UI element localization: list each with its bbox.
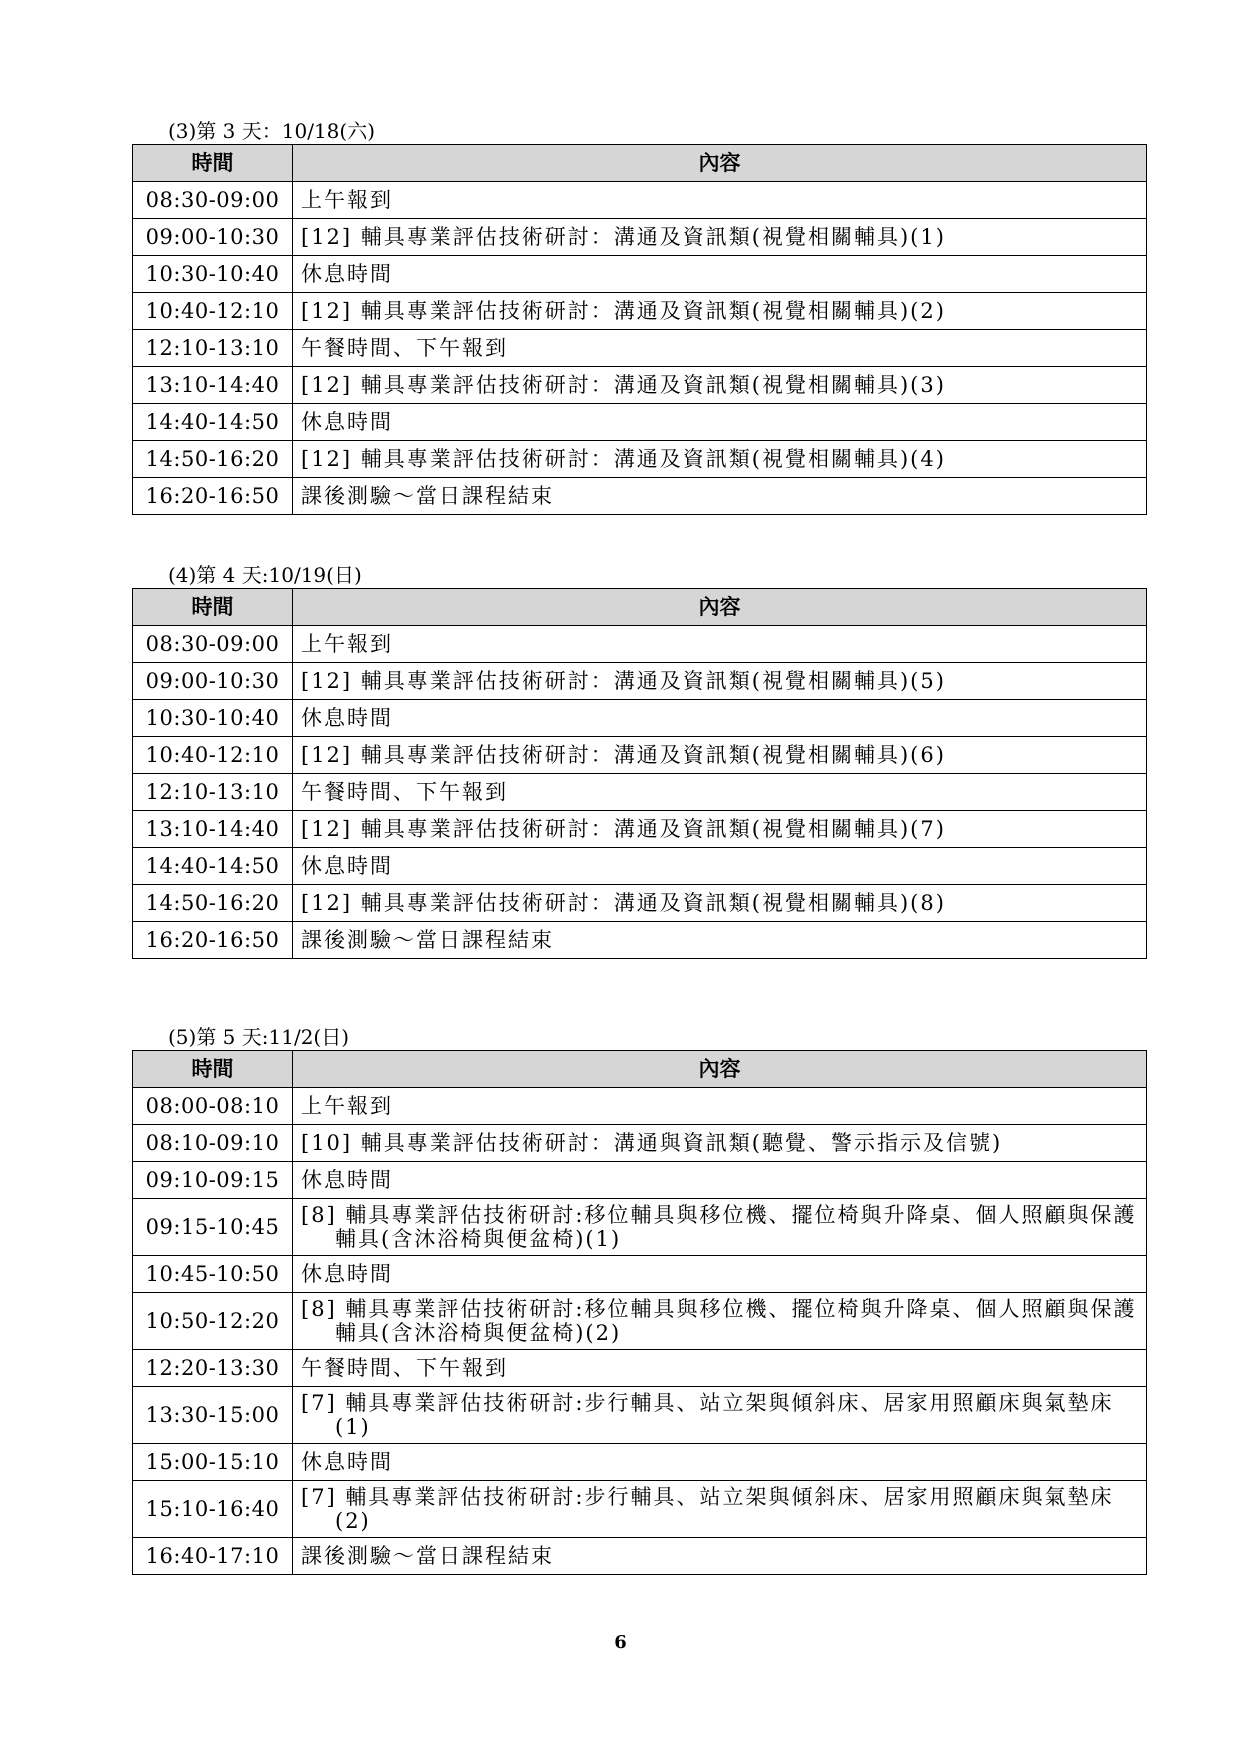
time-cell: 08:30-09:00 [133, 182, 293, 219]
content-cell [293, 1199, 1147, 1256]
table-row [133, 626, 1147, 663]
table-row [133, 1538, 1147, 1575]
content-cell: [12] 輔具專業評估技術研討：溝通及資訊類(視覺相關輔具)(6) [293, 737, 1147, 774]
table-row [133, 1350, 1147, 1387]
content-cell: [12] 輔具專業評估技術研討：溝通及資訊類(視覺相關輔具)(4) [293, 441, 1147, 478]
time-cell: 13:10-14:40 [133, 811, 293, 848]
time-cell: 14:50-16:20 [133, 885, 293, 922]
content-text: [8] 輔具專業評估技術研討:移位輔具與移位機、擺位椅與升降桌、個人照顧與保護輔具(含沐浴椅與便盆椅)(2) [301, 1297, 1137, 1345]
content-cell: 課後測驗～當日課程結束 [293, 478, 1147, 515]
content-cell: 休息時間 [293, 256, 1147, 293]
table-row [133, 922, 1147, 959]
time-cell: 10:30-10:40 [133, 700, 293, 737]
content-header: 內容 [293, 1051, 1147, 1088]
content-header: 內容 [293, 145, 1147, 182]
table-row [133, 1444, 1147, 1481]
time-header: 時間 [133, 1051, 293, 1088]
table-row [133, 182, 1147, 219]
time-cell: 08:00-08:10 [133, 1088, 293, 1125]
table-row [133, 663, 1147, 700]
time-cell: 14:50-16:20 [133, 441, 293, 478]
content-cell: 休息時間 [293, 1162, 1147, 1199]
time-cell: 13:10-14:40 [133, 367, 293, 404]
time-header: 時間 [133, 145, 293, 182]
time-cell: 10:40-12:10 [133, 293, 293, 330]
content-cell: [12] 輔具專業評估技術研討：溝通及資訊類(視覺相關輔具)(7) [293, 811, 1147, 848]
content-cell: 上午報到 [293, 1088, 1147, 1125]
content-cell: 上午報到 [293, 182, 1147, 219]
day5-section [132, 1024, 1146, 1575]
content-cell: 課後測驗～當日課程結束 [293, 1538, 1147, 1575]
content-cell: 休息時間 [293, 848, 1147, 885]
time-cell: 14:40-14:50 [133, 404, 293, 441]
content-cell: 上午報到 [293, 626, 1147, 663]
table-row [133, 478, 1147, 515]
content-cell: [12] 輔具專業評估技術研討：溝通及資訊類(視覺相關輔具)(1) [293, 219, 1147, 256]
time-cell: 09:00-10:30 [133, 663, 293, 700]
content-cell: [12] 輔具專業評估技術研討：溝通及資訊類(視覺相關輔具)(2) [293, 293, 1147, 330]
content-cell: 午餐時間、下午報到 [293, 1350, 1147, 1387]
time-cell: 10:50-12:20 [133, 1293, 293, 1350]
time-cell: 13:30-15:00 [133, 1387, 293, 1444]
time-cell: 08:30-09:00 [133, 626, 293, 663]
content-cell: [10] 輔具專業評估技術研討：溝通與資訊類(聽覺、警示指示及信號) [293, 1125, 1147, 1162]
content-cell [293, 1387, 1147, 1444]
content-header: 內容 [293, 589, 1147, 626]
table-row [133, 811, 1147, 848]
content-cell: 休息時間 [293, 700, 1147, 737]
time-cell: 10:40-12:10 [133, 737, 293, 774]
content-text: [7] 輔具專業評估技術研討:步行輔具、站立架與傾斜床、居家用照顧床與氣墊床(2) [301, 1485, 1114, 1533]
content-cell: 午餐時間、下午報到 [293, 330, 1147, 367]
content-cell: [12] 輔具專業評估技術研討：溝通及資訊類(視覺相關輔具)(5) [293, 663, 1147, 700]
table-row [133, 774, 1147, 811]
time-cell: 15:10-16:40 [133, 1481, 293, 1538]
day3-section [132, 118, 1146, 515]
content-cell: [12] 輔具專業評估技術研討：溝通及資訊類(視覺相關輔具)(8) [293, 885, 1147, 922]
table-row [133, 1387, 1147, 1444]
table-row [133, 737, 1147, 774]
content-cell: 午餐時間、下午報到 [293, 774, 1147, 811]
table-row [133, 1199, 1147, 1256]
table-row [133, 256, 1147, 293]
table-row [133, 330, 1147, 367]
day4-schedule-table [132, 588, 1147, 959]
content-cell: 課後測驗～當日課程結束 [293, 922, 1147, 959]
time-header: 時間 [133, 589, 293, 626]
time-cell: 16:40-17:10 [133, 1538, 293, 1575]
table-row [133, 848, 1147, 885]
table-row [133, 885, 1147, 922]
content-cell [293, 1481, 1147, 1538]
page-number: 6 [614, 1632, 627, 1653]
content-cell: [12] 輔具專業評估技術研討：溝通及資訊類(視覺相關輔具)(3) [293, 367, 1147, 404]
content-cell: 休息時間 [293, 1444, 1147, 1481]
time-cell: 14:40-14:50 [133, 848, 293, 885]
table-row [133, 1162, 1147, 1199]
content-cell [293, 1293, 1147, 1350]
time-cell: 08:10-09:10 [133, 1125, 293, 1162]
time-cell: 16:20-16:50 [133, 478, 293, 515]
table-row [133, 1481, 1147, 1538]
content-cell: 休息時間 [293, 1256, 1147, 1293]
time-cell: 09:00-10:30 [133, 219, 293, 256]
table-row [133, 441, 1147, 478]
time-cell: 12:10-13:10 [133, 330, 293, 367]
day5-schedule-table [132, 1050, 1147, 1575]
table-row [133, 367, 1147, 404]
table-row [133, 1293, 1147, 1350]
day3-schedule-table [132, 144, 1147, 515]
time-cell: 09:15-10:45 [133, 1199, 293, 1256]
day5-title: (5)第 5 天:11/2(日) [168, 1025, 350, 1049]
time-cell: 16:20-16:50 [133, 922, 293, 959]
content-text: [7] 輔具專業評估技術研討:步行輔具、站立架與傾斜床、居家用照顧床與氣墊床(1) [301, 1391, 1114, 1439]
time-cell: 15:00-15:10 [133, 1444, 293, 1481]
table-row [133, 404, 1147, 441]
table-row [133, 1088, 1147, 1125]
content-cell: 休息時間 [293, 404, 1147, 441]
table-row [133, 1256, 1147, 1293]
day4-title: (4)第 4 天:10/19(日) [168, 563, 362, 587]
day4-section [132, 562, 1146, 959]
table-row [133, 1125, 1147, 1162]
table-row [133, 219, 1147, 256]
table-row [133, 293, 1147, 330]
time-cell: 12:20-13:30 [133, 1350, 293, 1387]
time-cell: 12:10-13:10 [133, 774, 293, 811]
table-row [133, 700, 1147, 737]
content-text: [8] 輔具專業評估技術研討:移位輔具與移位機、擺位椅與升降桌、個人照顧與保護輔具(含沐浴椅與便盆椅)(1) [301, 1203, 1137, 1251]
time-cell: 10:45-10:50 [133, 1256, 293, 1293]
time-cell: 09:10-09:15 [133, 1162, 293, 1199]
time-cell: 10:30-10:40 [133, 256, 293, 293]
day3-title: (3)第 3 天：10/18(六) [168, 119, 376, 143]
